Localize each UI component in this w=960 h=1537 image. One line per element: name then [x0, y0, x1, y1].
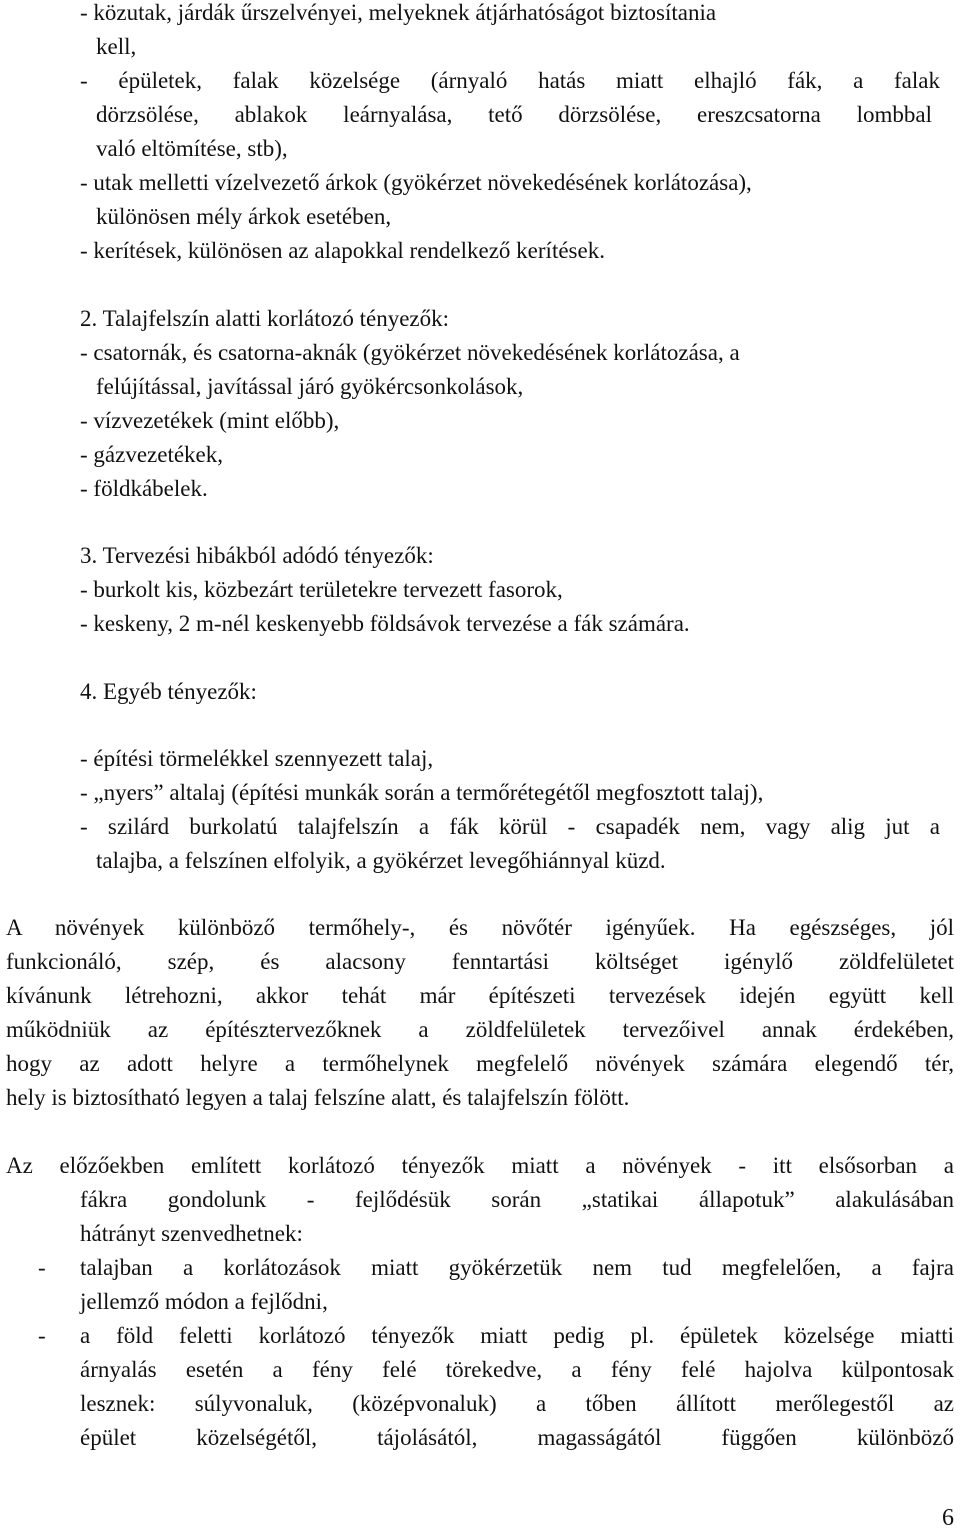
- bullet-line: talajban a korlátozások miatt gyökérzetük nem tud megfelelően, a fajra: [80, 1255, 954, 1280]
- bullet-line: lesznek: súlyvonaluk, (középvonaluk) a tőben állított merőlegestől az: [80, 1391, 954, 1416]
- paragraph-line: hátrányt szenvedhetnek:: [80, 1221, 303, 1246]
- paragraph-line: hely is biztosítható legyen a talaj felszíne alatt, és talajfelszín fölött.: [6, 1085, 630, 1110]
- bullet-dash: -: [38, 1323, 46, 1348]
- list-item: - földkábelek.: [80, 476, 208, 501]
- section-heading: 2. Talajfelszín alatti korlátozó tényezők:: [80, 306, 450, 331]
- list-item: - utak melletti vízelvezető árkok (gyökérzet növekedésének korlátozása),: [80, 170, 752, 195]
- list-item: - kerítések, különösen az alapokkal rendelkező kerítések.: [80, 238, 605, 263]
- section-heading: 4. Egyéb tényezők:: [80, 679, 257, 704]
- list-item: - vízvezetékek (mint előbb),: [80, 408, 340, 433]
- section-heading: 3. Tervezési hibákból adódó tényezők:: [80, 543, 434, 568]
- bullet-line: a föld feletti korlátozó tényezők miatt pedig pl. épületek közelsége miatti: [80, 1323, 954, 1348]
- list-item: - építési törmelékkel szennyezett talaj,: [80, 746, 434, 771]
- bullet-line: épület közelségétől, tájolásától, magasságától függően különböző: [80, 1425, 954, 1450]
- list-item: felújítással, javítással járó gyökércsonkolások,: [96, 374, 524, 399]
- list-item: talajba, a felszínen elfolyik, a gyökérzet levegőhiánnyal küzd.: [96, 848, 666, 873]
- list-item: dörzsölése, ablakok leárnyalása, tető dörzsölése, ereszcsatorna lombbal: [96, 102, 932, 127]
- list-item: - gázvezetékek,: [80, 442, 224, 467]
- page-number: 6: [942, 1505, 954, 1531]
- list-item: - épületek, falak közelsége (árnyaló hatás miatt elhajló fák, a falak: [80, 68, 940, 93]
- list-item: - keskeny, 2 m-nél keskenyebb földsávok tervezése a fák számára.: [80, 611, 690, 636]
- paragraph-line: működniük az építésztervezőknek a zöldfelületek tervezőivel annak érdekében,: [6, 1017, 954, 1042]
- bullet-line: jellemző módon a fejlődni,: [80, 1289, 328, 1314]
- list-item: - „nyers” altalaj (építési munkák során a termőrétegétől megfosztott talaj),: [80, 780, 764, 805]
- list-item: - közutak, járdák űrszelvényei, melyeknek átjárhatóságot biztosítania: [80, 0, 717, 25]
- paragraph-line: Az előzőekben említett korlátozó tényezők miatt a növények - itt elsősorban a: [6, 1153, 954, 1178]
- paragraph-line: funkcionáló, szép, és alacsony fenntartási költséget igénylő zöldfelületet: [6, 949, 954, 974]
- bullet-line: árnyalás esetén a fény felé törekedve, a fény felé hajolva külpontosak: [80, 1357, 954, 1382]
- paragraph-line: kívánunk létrehozni, akkor tehát már építészeti tervezések idején együtt kell: [6, 983, 954, 1008]
- list-item: különösen mély árkok esetében,: [96, 204, 392, 229]
- paragraph-line: A növények különböző termőhely-, és növőtér igényűek. Ha egészséges, jól: [6, 915, 954, 940]
- paragraph-line: fákra gondolunk - fejlődésük során „statikai állapotuk” alakulásában: [80, 1187, 954, 1212]
- list-item: - burkolt kis, közbezárt területekre tervezett fasorok,: [80, 577, 563, 602]
- paragraph-line: hogy az adott helyre a termőhelynek megfelelő növények számára elegendő tér,: [6, 1051, 954, 1076]
- bullet-dash: -: [38, 1255, 46, 1280]
- list-item: kell,: [96, 34, 137, 59]
- list-item: való eltömítése, stb),: [96, 136, 288, 161]
- list-item: - csatornák, és csatorna-aknák (gyökérzet növekedésének korlátozása, a: [80, 340, 740, 365]
- list-item: - szilárd burkolatú talajfelszín a fák körül - csapadék nem, vagy alig jut a: [80, 814, 940, 839]
